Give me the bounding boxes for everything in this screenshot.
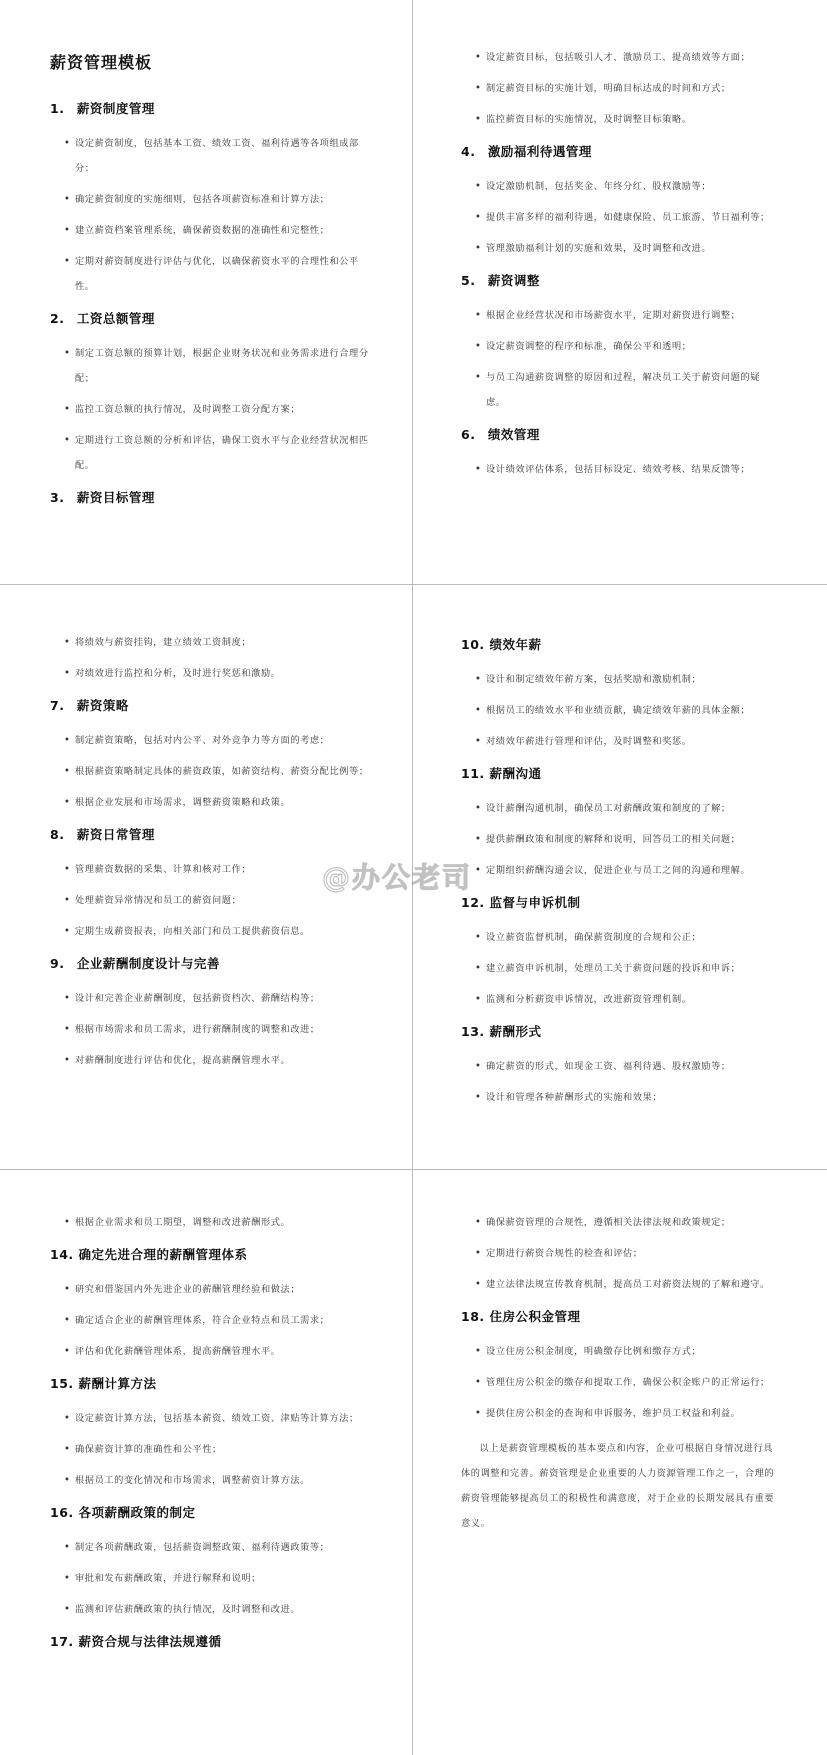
- list-item: • 评估和优化薪酬管理体系，提高薪酬管理水平。: [50, 1339, 372, 1364]
- page-2-content: [461, 45, 777, 492]
- section-heading: [50, 1632, 372, 1650]
- list-item: • 建立薪资申诉机制，处理员工关于薪资问题的投诉和申诉；: [461, 956, 777, 981]
- section-number: 10.: [461, 637, 485, 652]
- section-number: 16.: [50, 1505, 74, 1520]
- section-title: 薪资调整: [487, 273, 540, 288]
- section-heading: [50, 696, 372, 714]
- section-heading: [461, 1022, 777, 1040]
- page-3-content: [50, 630, 372, 1083]
- list-item: • 与员工沟通薪资调整的原因和过程，解决员工关于薪资问题的疑虑。: [461, 365, 777, 415]
- bullet-list: [50, 630, 372, 686]
- list-item: • 设定激励机制，包括奖金、年终分红、股权激励等；: [461, 174, 777, 199]
- section-number: 6.: [461, 427, 476, 442]
- section-heading: [50, 488, 372, 506]
- section-title: 薪资目标管理: [76, 490, 155, 505]
- list-item: • 管理激励福利计划的实施和效果，及时调整和改进。: [461, 236, 777, 261]
- section-heading: [461, 635, 777, 653]
- list-item: • 定期组织薪酬沟通会议，促进企业与员工之间的沟通和理解。: [461, 858, 777, 883]
- list-item: • 处理薪资异常情况和员工的薪资问题；: [50, 888, 372, 913]
- section-title: 薪资策略: [76, 698, 129, 713]
- bullet-list: [461, 1210, 777, 1297]
- section-number: 18.: [461, 1309, 485, 1324]
- bullet-list: [461, 667, 777, 754]
- bullet-list: [50, 131, 372, 299]
- section-heading: [461, 764, 777, 782]
- bullet-list: [50, 857, 372, 944]
- list-item: • 管理薪资数据的采集、计算和核对工作；: [50, 857, 372, 882]
- section-number: 13.: [461, 1024, 485, 1039]
- bullet-list: [461, 925, 777, 1012]
- list-item: • 确定薪资制度的实施细则，包括各项薪资标准和计算方法；: [50, 187, 372, 212]
- list-item: • 制定工资总额的预算计划，根据企业财务状况和业务需求进行合理分配；: [50, 341, 372, 391]
- list-item: • 根据市场需求和员工需求，进行薪酬制度的调整和改进；: [50, 1017, 372, 1042]
- section-heading: [461, 425, 777, 443]
- section-title: 薪资合规与法律法规遵循: [78, 1634, 222, 1649]
- section-number: 4.: [461, 144, 476, 159]
- section-heading: [461, 271, 777, 289]
- page-1: [0, 0, 413, 585]
- bullet-list: [50, 341, 372, 478]
- section-heading: [50, 954, 372, 972]
- section-title: 确定先进合理的薪酬管理体系: [78, 1247, 248, 1262]
- bullet-list: [461, 1339, 777, 1426]
- page-6: [413, 1170, 827, 1755]
- page-6-content: [461, 1210, 777, 1536]
- document-title: 薪资管理模板: [50, 53, 153, 72]
- section-title: 薪酬形式: [489, 1024, 542, 1039]
- section-number: 8.: [50, 827, 65, 842]
- list-item: • 对薪酬制度进行评估和优化，提高薪酬管理水平。: [50, 1048, 372, 1073]
- page-1-content: [50, 50, 372, 520]
- list-item: • 设立薪资监督机制，确保薪资制度的合规和公正；: [461, 925, 777, 950]
- section-title: 企业薪酬制度设计与完善: [76, 956, 220, 971]
- page-5-content: [50, 1210, 372, 1664]
- list-item: • 制定薪资策略，包括对内公平、对外竞争力等方面的考虑；: [50, 728, 372, 753]
- page-4-content: [461, 635, 777, 1120]
- list-item: • 根据员工的变化情况和市场需求，调整薪资计算方法。: [50, 1468, 372, 1493]
- list-item: • 根据员工的绩效水平和业绩贡献，确定绩效年薪的具体金额；: [461, 698, 777, 723]
- section-title: 监督与申诉机制: [489, 895, 581, 910]
- section-number: 14.: [50, 1247, 74, 1262]
- bullet-list: [461, 45, 777, 132]
- list-item: • 提供住房公积金的查询和申诉服务，维护员工权益和利益。: [461, 1401, 777, 1426]
- list-item: • 设立住房公积金制度，明确缴存比例和缴存方式；: [461, 1339, 777, 1364]
- list-item: • 确保薪资管理的合规性，遵循相关法律法规和政策规定；: [461, 1210, 777, 1235]
- list-item: • 制定薪资目标的实施计划，明确目标达成的时间和方式；: [461, 76, 777, 101]
- bullet-list: [461, 796, 777, 883]
- section-title: 薪资日常管理: [76, 827, 155, 842]
- bullet-list: [50, 1210, 372, 1235]
- section-heading: [50, 1245, 372, 1263]
- list-item: • 根据企业发展和市场需求，调整薪资策略和政策。: [50, 790, 372, 815]
- list-item: • 设计和完善企业薪酬制度，包括薪资档次、薪酬结构等；: [50, 986, 372, 1011]
- section-title: 各项薪酬政策的制定: [78, 1505, 196, 1520]
- page-4: [413, 585, 827, 1170]
- list-item: • 监控工资总额的执行情况，及时调整工资分配方案；: [50, 397, 372, 422]
- list-item: • 提供薪酬政策和制度的解释和说明，回答员工的相关问题；: [461, 827, 777, 852]
- list-item: • 建立薪资档案管理系统，确保薪资数据的准确性和完整性；: [50, 218, 372, 243]
- list-item: • 定期对薪资制度进行评估与优化，以确保薪资水平的合理性和公平性。: [50, 249, 372, 299]
- list-item: • 监控薪资目标的实施情况，及时调整目标策略。: [461, 107, 777, 132]
- list-item: • 设计绩效评估体系，包括目标设定、绩效考核、结果反馈等；: [461, 457, 777, 482]
- section-title: 薪资制度管理: [76, 101, 155, 116]
- bullet-list: [50, 986, 372, 1073]
- section-heading: [461, 142, 777, 160]
- section-heading: [50, 309, 372, 327]
- list-item: • 提供丰富多样的福利待遇，如健康保险、员工旅游、节日福利等；: [461, 205, 777, 230]
- bullet-list: [461, 303, 777, 415]
- list-item: • 设定薪资目标，包括吸引人才、激励员工、提高绩效等方面；: [461, 45, 777, 70]
- list-item: • 对绩效年薪进行管理和评估，及时调整和奖惩。: [461, 729, 777, 754]
- list-item: • 设计薪酬沟通机制，确保员工对薪酬政策和制度的了解；: [461, 796, 777, 821]
- list-item: • 建立法律法规宣传教育机制，提高员工对薪资法规的了解和遵守。: [461, 1272, 777, 1297]
- bullet-list: [461, 174, 777, 261]
- list-item: • 定期进行工资总额的分析和评估，确保工资水平与企业经营状况相匹配。: [50, 428, 372, 478]
- list-item: • 将绩效与薪资挂钩，建立绩效工资制度；: [50, 630, 372, 655]
- list-item: • 对绩效进行监控和分析，及时进行奖惩和激励。: [50, 661, 372, 686]
- section-number: 9.: [50, 956, 65, 971]
- list-item: • 设计和管理各种薪酬形式的实施和效果；: [461, 1085, 777, 1110]
- list-item: • 监测和分析薪资申诉情况，改进薪资管理机制。: [461, 987, 777, 1012]
- section-heading: [50, 1374, 372, 1392]
- section-number: 1.: [50, 101, 65, 116]
- list-item: • 监测和评估薪酬政策的执行情况，及时调整和改进。: [50, 1597, 372, 1622]
- section-title: 绩效年薪: [489, 637, 542, 652]
- list-item: • 确定适合企业的薪酬管理体系，符合企业特点和员工需求；: [50, 1308, 372, 1333]
- conclusion-paragraph: 以上是薪资管理模板的基本要点和内容，企业可根据自身情况进行具体的调整和完善。薪资管理是企业重要的人力资源管理工作之一，合理的薪资管理能够提高员工的积极性和满意度，对于企业的长期发展具有重要意义。: [461, 1443, 775, 1529]
- list-item: • 根据企业需求和员工期望，调整和改进薪酬形式。: [50, 1210, 372, 1235]
- page-2: [413, 0, 827, 585]
- list-item: • 审批和发布薪酬政策，并进行解释和说明；: [50, 1566, 372, 1591]
- list-item: • 制定各项薪酬政策，包括薪资调整政策、福利待遇政策等；: [50, 1535, 372, 1560]
- section-title: 住房公积金管理: [489, 1309, 581, 1324]
- list-item: • 定期生成薪资报表，向相关部门和员工提供薪资信息。: [50, 919, 372, 944]
- section-heading: [50, 99, 372, 117]
- list-item: • 确定薪资的形式，如现金工资、福利待遇、股权激励等；: [461, 1054, 777, 1079]
- bullet-list: [461, 1054, 777, 1110]
- section-title: 薪酬沟通: [489, 766, 542, 781]
- section-title: 激励福利待遇管理: [487, 144, 592, 159]
- section-number: 5.: [461, 273, 476, 288]
- section-title: 工资总额管理: [76, 311, 155, 326]
- bullet-list: [50, 1277, 372, 1364]
- page-5: [0, 1170, 413, 1755]
- section-number: 3.: [50, 490, 65, 505]
- list-item: • 定期进行薪资合规性的检查和评估；: [461, 1241, 777, 1266]
- list-item: • 确保薪资计算的准确性和公平性；: [50, 1437, 372, 1462]
- list-item: • 管理住房公积金的缴存和提取工作，确保公积金账户的正常运行；: [461, 1370, 777, 1395]
- section-heading: [50, 1503, 372, 1521]
- section-number: 17.: [50, 1634, 74, 1649]
- page-3: [0, 585, 413, 1170]
- list-item: • 设定薪资计算方法，包括基本薪资、绩效工资、津贴等计算方法；: [50, 1406, 372, 1431]
- list-item: • 设定薪资调整的程序和标准，确保公平和透明；: [461, 334, 777, 359]
- section-title: 绩效管理: [487, 427, 540, 442]
- section-title: 薪酬计算方法: [78, 1376, 157, 1391]
- list-item: • 根据薪资策略制定具体的薪资政策，如薪资结构、薪资分配比例等；: [50, 759, 372, 784]
- section-number: 15.: [50, 1376, 74, 1391]
- section-heading: [461, 1307, 777, 1325]
- bullet-list: [461, 457, 777, 482]
- bullet-list: [50, 1535, 372, 1622]
- section-number: 11.: [461, 766, 485, 781]
- list-item: • 设定薪资制度，包括基本工资、绩效工资、福利待遇等各项组成部分；: [50, 131, 372, 181]
- bullet-list: [50, 728, 372, 815]
- section-number: 7.: [50, 698, 65, 713]
- section-number: 2.: [50, 311, 65, 326]
- list-item: • 设计和制定绩效年薪方案，包括奖励和激励机制；: [461, 667, 777, 692]
- watermark: @办公老司: [322, 861, 473, 894]
- list-item: • 根据企业经营状况和市场薪资水平，定期对薪资进行调整；: [461, 303, 777, 328]
- list-item: • 研究和借鉴国内外先进企业的薪酬管理经验和做法；: [50, 1277, 372, 1302]
- section-heading: [50, 825, 372, 843]
- section-number: 12.: [461, 895, 485, 910]
- section-heading: [461, 893, 777, 911]
- bullet-list: [50, 1406, 372, 1493]
